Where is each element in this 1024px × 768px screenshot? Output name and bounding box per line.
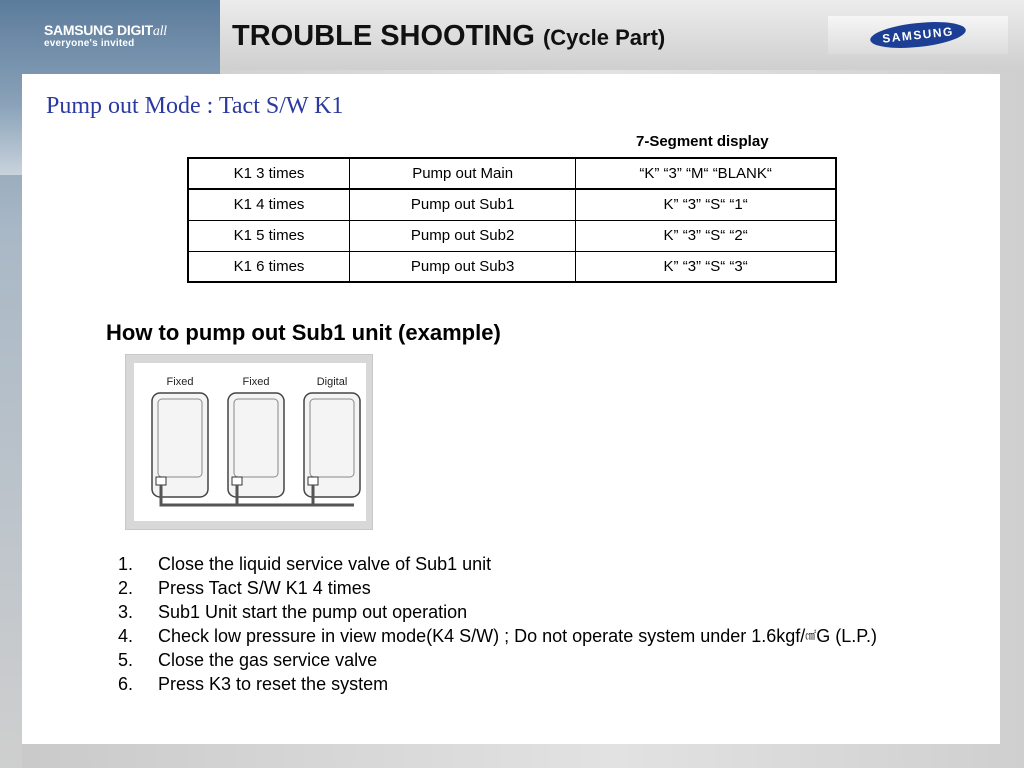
samsung-digitall-logo — [44, 22, 167, 49]
unit-fixed-2 — [228, 393, 284, 497]
pump-out-mode-table — [187, 157, 837, 283]
step-text-main: Press Tact S/W K1 4 times — [158, 578, 371, 598]
step-text-main: Press K3 to reset the system — [158, 674, 389, 694]
step-item — [118, 648, 877, 672]
step-text — [158, 672, 388, 696]
row-mode: Pump out Sub2 — [350, 220, 576, 251]
segment-display-header: 7-Segment display — [636, 133, 769, 150]
step-text — [158, 576, 371, 600]
step-number: 1. — [118, 554, 134, 574]
unit-digital — [304, 393, 360, 497]
table-row — [188, 189, 836, 220]
label-fixed-1: Fixed — [166, 376, 194, 388]
step-text — [158, 624, 877, 648]
step-text-main: Close the gas service valve — [158, 650, 378, 670]
step-text-after: G (L.P.) — [816, 626, 877, 646]
step-text-main: Close the liquid service valve of Sub1 unit — [158, 554, 492, 574]
brand-line1-suffix: all — [152, 24, 167, 39]
page-title — [232, 20, 665, 53]
step-item — [118, 576, 877, 600]
step-item — [118, 552, 877, 576]
table-row — [188, 220, 836, 251]
row-display: K” “3” “S“ “1“ — [576, 189, 836, 220]
samsung-logo-frame — [828, 16, 1008, 54]
unit-fixed-1 — [152, 393, 208, 497]
title-sub: (Cycle Part) — [542, 25, 666, 50]
step-number: 3. — [118, 602, 134, 622]
step-item — [118, 600, 877, 624]
label-fixed-2: Fixed — [242, 376, 270, 388]
row-key: K1 3 times — [188, 158, 350, 189]
brand-line1: SAMSUNG DIGIT — [44, 22, 153, 38]
step-text-main: Sub1 Unit start the pump out operation — [158, 602, 468, 622]
samsung-logo: SAMSUNG — [869, 18, 967, 52]
row-mode: Pump out Sub1 — [350, 189, 576, 220]
row-mode: Pump out Main — [350, 158, 576, 189]
step-unit: ㎠ — [805, 630, 817, 642]
step-number: 4. — [118, 626, 134, 646]
step-item — [118, 624, 877, 648]
row-key: K1 6 times — [188, 251, 350, 282]
outdoor-units-diagram — [125, 354, 373, 530]
step-number: 2. — [118, 578, 134, 598]
step-item — [118, 672, 877, 696]
table-row — [188, 158, 836, 189]
brand-line2: everyone's invited — [44, 38, 135, 49]
step-number: 6. — [118, 674, 134, 694]
row-mode: Pump out Sub3 — [350, 251, 576, 282]
table-row — [188, 251, 836, 282]
row-display: K” “3” “S“ “2“ — [576, 220, 836, 251]
step-number: 5. — [118, 650, 134, 670]
outdoor-units-svg — [126, 355, 374, 531]
procedure-steps — [118, 552, 877, 696]
row-key: K1 4 times — [188, 189, 350, 220]
row-key: K1 5 times — [188, 220, 350, 251]
title-main: TROUBLE SHOOTING — [232, 20, 535, 52]
step-text — [158, 600, 467, 624]
row-display: K” “3” “S“ “3“ — [576, 251, 836, 282]
step-text — [158, 552, 491, 576]
mode-subtitle: Pump out Mode : Tact S/W K1 — [46, 93, 344, 119]
step-text-main: Check low pressure in view mode(K4 S/W) ; Do not operate system under 1.6kgf/ — [158, 626, 806, 646]
step-text — [158, 648, 377, 672]
label-digital: Digital — [316, 376, 348, 388]
row-display: “K” “3” “M“ “BLANK“ — [576, 158, 836, 189]
section-title: How to pump out Sub1 unit (example) — [106, 320, 501, 345]
